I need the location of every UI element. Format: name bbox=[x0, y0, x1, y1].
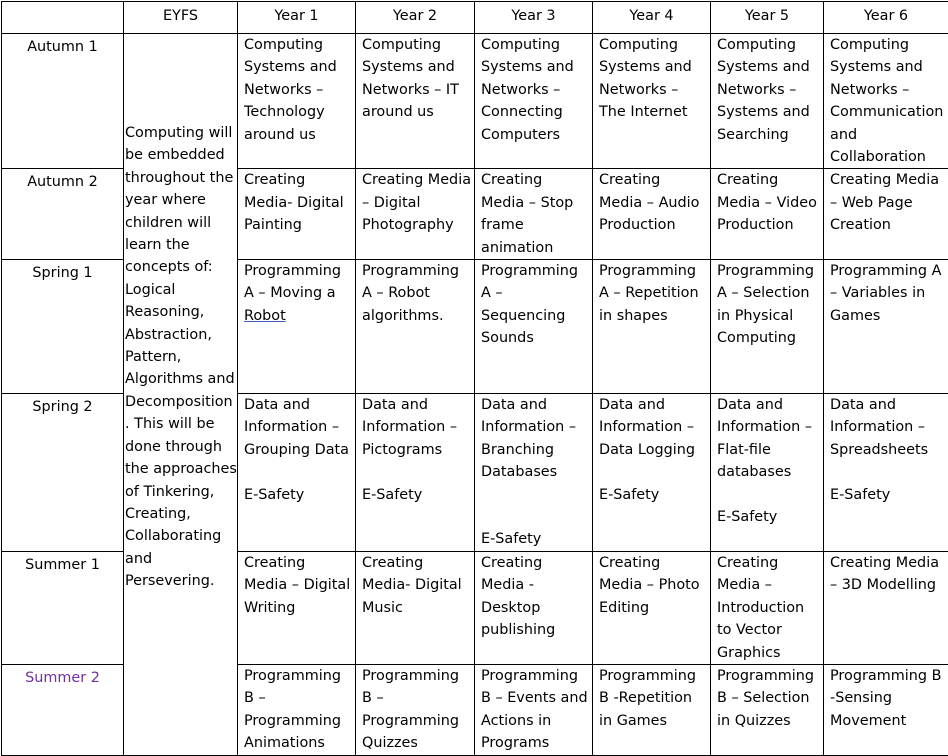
topic-cell: Programming A – Selection in Physical Computing bbox=[711, 260, 824, 394]
header-year-2: Year 2 bbox=[356, 2, 475, 34]
term-label: Spring 2 bbox=[2, 394, 124, 552]
topic-cell: Creating Media – Introduction to Vector Graphics bbox=[711, 551, 824, 664]
topic-text: Data and Information – Pictograms bbox=[362, 394, 471, 461]
header-year-4: Year 4 bbox=[593, 2, 711, 34]
topic-cell bbox=[475, 394, 593, 552]
topic-cell: Programming A – Sequencing Sounds bbox=[475, 260, 593, 394]
topic-cell: Programming B -Repetition in Games bbox=[593, 664, 711, 755]
topic-cell bbox=[711, 394, 824, 552]
esafety-label: E-Safety bbox=[481, 528, 589, 550]
term-label: Autumn 1 bbox=[2, 34, 124, 169]
header-year-1: Year 1 bbox=[238, 2, 356, 34]
spacer bbox=[481, 484, 589, 506]
topic-cell: Computing Systems and Networks – Systems and Searching bbox=[711, 34, 824, 169]
topic-cell: Programming A – Repetition in shapes bbox=[593, 260, 711, 394]
topic-text: Data and Information – Flat-file databases bbox=[717, 394, 820, 484]
topic-cell: Creating Media- Digital Painting bbox=[238, 169, 356, 260]
table-row bbox=[2, 34, 948, 169]
topic-cell: Programming B – Selection in Quizzes bbox=[711, 664, 824, 755]
header-eyfs: EYFS bbox=[124, 2, 238, 34]
topic-text: Programming A – Moving a Robot bbox=[244, 263, 341, 324]
header-year-5: Year 5 bbox=[711, 2, 824, 34]
topic-cell: Creating Media – Web Page Creation bbox=[824, 169, 948, 260]
topic-cell bbox=[593, 394, 711, 552]
topic-cell: Programming B -Sensing Movement bbox=[824, 664, 948, 755]
esafety-label: E-Safety bbox=[830, 484, 945, 506]
topic-cell bbox=[238, 260, 356, 394]
topic-cell: Creating Media – 3D Modelling bbox=[824, 551, 948, 664]
term-label: Summer 2 bbox=[2, 664, 124, 755]
topic-cell: Creating Media- Digital Music bbox=[356, 551, 475, 664]
topic-cell: Creating Media – Video Production bbox=[711, 169, 824, 260]
topic-text: Data and Information – Branching Databases bbox=[481, 394, 589, 484]
header-row bbox=[2, 2, 948, 34]
spacer bbox=[481, 506, 589, 528]
spacer bbox=[830, 461, 945, 483]
topic-cell: Creating Media – Digital Writing bbox=[238, 551, 356, 664]
spacer bbox=[599, 461, 707, 483]
term-label: Spring 1 bbox=[2, 260, 124, 394]
topic-cell: Computing Systems and Networks – Connecting Computers bbox=[475, 34, 593, 169]
esafety-label: E-Safety bbox=[244, 484, 352, 506]
topic-cell: Creating Media – Digital Photography bbox=[356, 169, 475, 260]
topic-cell: Programming A – Robot algorithms. bbox=[356, 260, 475, 394]
underlined-word: Robot bbox=[244, 308, 286, 324]
topic-cell: Creating Media - Desktop publishing bbox=[475, 551, 593, 664]
eyfs-description: Computing will be embedded throughout the year where children will learn the concepts of: Logical Reasoning, Abstraction, Pattern, Algorithms and Decomposition. This will be done through the approaches of Tinkering, Creating, Collaborating and Persevering. bbox=[125, 34, 237, 593]
topic-cell: Computing Systems and Networks – The Internet bbox=[593, 34, 711, 169]
eyfs-cell bbox=[124, 34, 238, 756]
topic-cell: Programming B – Events and Actions in Programs bbox=[475, 664, 593, 755]
topic-cell bbox=[238, 394, 356, 552]
computing-curriculum-table bbox=[1, 1, 948, 756]
topic-cell bbox=[356, 394, 475, 552]
header-year-6: Year 6 bbox=[824, 2, 948, 34]
topic-cell: Creating Media – Stop frame animation bbox=[475, 169, 593, 260]
topic-cell: Creating Media – Photo Editing bbox=[593, 551, 711, 664]
topic-cell: Programming B – Programming Animations bbox=[238, 664, 356, 755]
topic-cell: Computing Systems and Networks – Communication and Collaboration bbox=[824, 34, 948, 169]
topic-cell: Programming B – Programming Quizzes bbox=[356, 664, 475, 755]
spacer bbox=[717, 484, 820, 506]
header-blank bbox=[2, 2, 124, 34]
esafety-label: E-Safety bbox=[362, 484, 471, 506]
topic-cell: Computing Systems and Networks – Technology around us bbox=[238, 34, 356, 169]
term-label: Autumn 2 bbox=[2, 169, 124, 260]
topic-cell: Computing Systems and Networks – IT around us bbox=[356, 34, 475, 169]
spacer bbox=[244, 461, 352, 483]
topic-text: Data and Information – Grouping Data bbox=[244, 394, 352, 461]
topic-cell: Programming A – Variables in Games bbox=[824, 260, 948, 394]
header-year-3: Year 3 bbox=[475, 2, 593, 34]
term-label: Summer 1 bbox=[2, 551, 124, 664]
topic-cell bbox=[824, 394, 948, 552]
topic-text: Data and Information – Data Logging bbox=[599, 394, 707, 461]
esafety-label: E-Safety bbox=[599, 484, 707, 506]
topic-text: Data and Information – Spreadsheets bbox=[830, 394, 945, 461]
spacer bbox=[362, 461, 471, 483]
esafety-label: E-Safety bbox=[717, 506, 820, 528]
topic-cell: Creating Media – Audio Production bbox=[593, 169, 711, 260]
